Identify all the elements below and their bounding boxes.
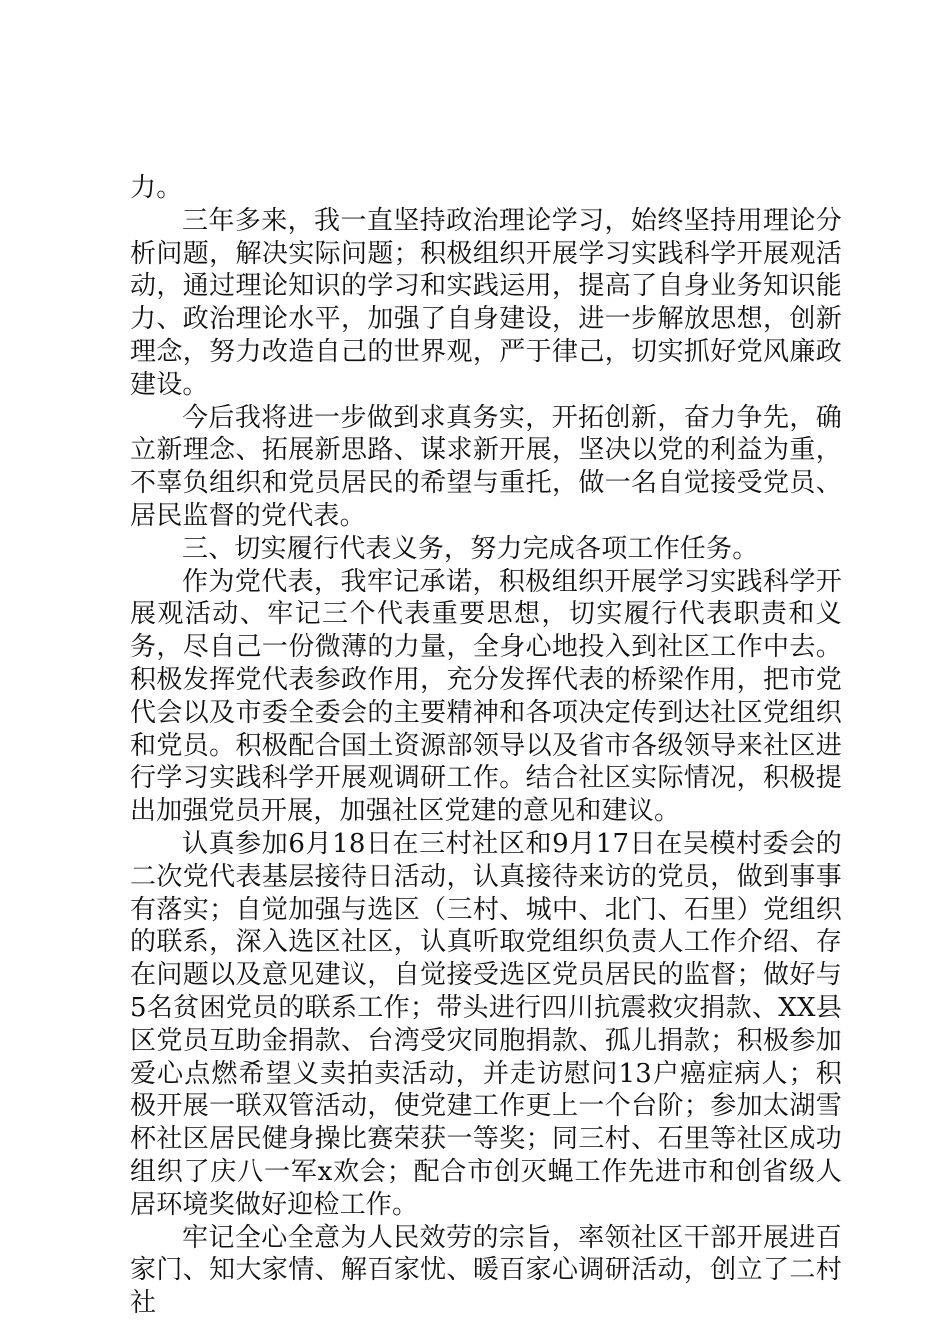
paragraph-future-plans: 今后我将进一步做到求真务实，开拓创新，奋力争先，确立新理念、拓展新思路、谋求新开展，坚决以党的利益为重，不辜负组织和党员居民的希望与重托，做一名自觉接受党员、居民监督的党代表。 [130,402,842,531]
paragraph-political-study: 三年多来，我一直坚持政治理论学习，始终坚持用理论分析问题，解决实际问题；积极组织开展学习实践科学开展观活动，通过理论知识的学习和实践运用，提高了自身业务知识能力、政治理论水平，加强了自身建设，进一步解放思想，创新理念，努力改造自己的世界观，严于律己，切实抓好党风廉政建设。 [130,205,842,400]
paragraph-reception-activities: 认真参加6月18日在三村社区和9月17日在吴模村委会的二次党代表基层接待日活动，认真接待来访的党员，做到事事有落实；自觉加强与选区（三村、城中、北门、石里）党组织的联系，深入选区社区，认真听取党组织负责人工作介绍、存在问题以及意见建议，自觉接受选区党员居民的监督；做好与5名贫困党员的联系工作；带头进行四川抗震救灾捐款、XX县区党员互助金捐款、台湾受灾同胞捐款、孤儿捐款；积极参加爱心点燃希望义卖拍卖活动，并走访慰问13户癌症病人；积极开展一联双管活动，使党建工作更上一个台阶；参加太湖雪杯社区居民健身操比赛荣获一等奖；同三村、石里等社区成功组织了庆八一军x欢会；配合市创灭蝇工作先进市和创省级人居环境奖做好迎检工作。 [130,828,842,1220]
paragraph-serve-people: 牢记全心全意为人民效劳的宗旨，率领社区干部开展进百家门、知大家情、解百家忧、暖百家心调研活动，创立了二村社 [130,1222,842,1319]
paragraph-representative-duties: 作为党代表，我牢记承诺，积极组织开展学习实践科学开展观活动、牢记三个代表重要思想，切实履行代表职责和义务，尽自己一份微薄的力量，全身心地投入到社区工作中去。积极发挥党代表参政作用，充分发挥代表的桥梁作用，把市党代会以及市委全委会的主要精神和各项决定传到达社区党组织和党员。积极配合国土资源部领导以及省市各级领导来社区进行学习实践科学开展观调研工作。结合社区实际情况，积极提出加强党员开展，加强社区党建的意见和建议。 [130,566,842,827]
paragraph-continuation: 力。 [130,173,183,203]
document-body [130,172,842,1320]
section-heading-three: 三、切实履行代表义务，努力完成各项工作任务。 [182,533,759,564]
